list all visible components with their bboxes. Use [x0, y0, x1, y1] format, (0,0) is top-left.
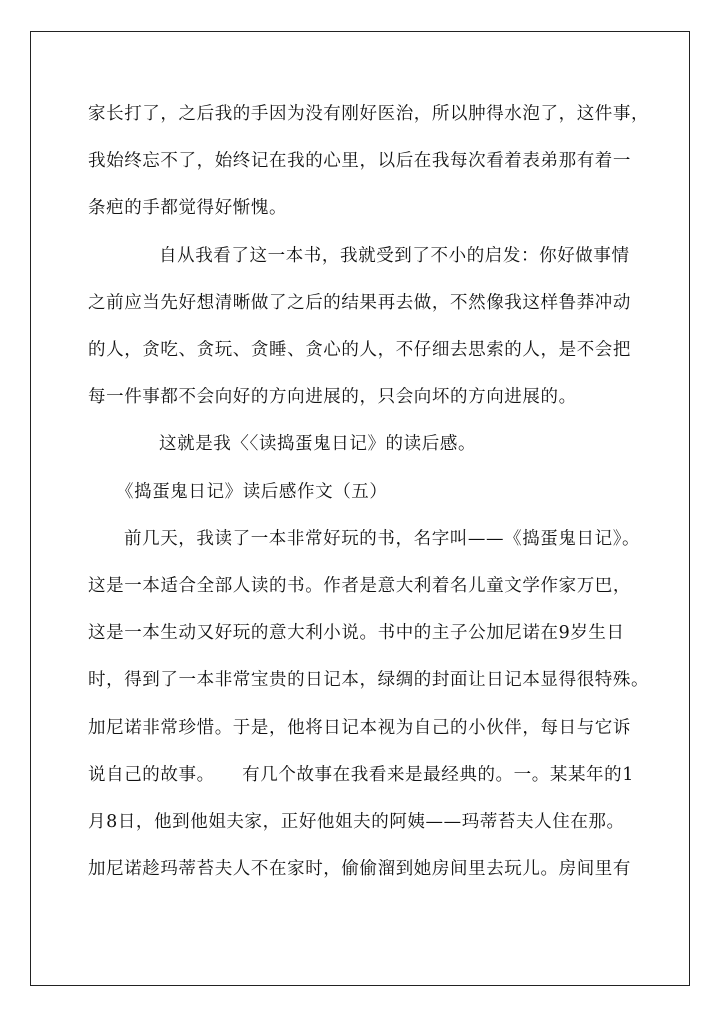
paragraph-start: 前几天，我读了一本非常好玩的书，名字叫——《捣蛋鬼日记》。	[124, 529, 641, 549]
text-line: 每一件事都不会向好的方向进展的，只会向坏的方向进展的。	[88, 387, 577, 407]
paragraph-start: 自从我看了这一本书，我就受到了不小的启发：你好做事情	[159, 246, 630, 266]
page-border	[30, 31, 690, 986]
text-line: 条疤的手都觉得好惭愧。	[88, 198, 288, 218]
text-line: 这是一本适合全部人读的书。作者是意大利着名儿童文学作家万巴，	[88, 576, 631, 596]
text-line: 月8日，他到他姐夫家，正好他姐夫的阿姨——玛蒂苔夫人住在那。	[88, 812, 625, 832]
section-heading: 《捣蛋鬼日记》读后感作文（五）	[116, 482, 388, 502]
text-line: 这是一本生动又好玩的意大利小说。书中的主子公加尼诺在9岁生日	[88, 623, 625, 643]
text-line: 的人，贪吃、贪玩、贪睡、贪心的人，不仔细去思索的人，是不会把	[88, 340, 631, 360]
text-line: 我始终忘不了，始终记在我的心里，以后在我每次看着表弟那有着一	[88, 151, 631, 171]
text-line: 家长打了，之后我的手因为没有刚好医治，所以肿得水泡了，这件事，	[88, 104, 650, 124]
text-line: 说自己的故事。 有几个故事在我看来是最经典的。一。某某年的1	[88, 765, 634, 785]
text-line: 时，得到了一本非常宝贵的日记本，绿绸的封面让日记本显得很特殊。	[88, 670, 650, 690]
text-line: 加尼诺趁玛蒂苔夫人不在家时，偷偷溜到她房间里去玩儿。房间里有	[88, 859, 631, 879]
paragraph-start: 这就是我〈〈读捣蛋鬼日记》的读后感。	[159, 434, 477, 454]
text-line: 之前应当先好想清晰做了之后的结果再去做，不然像我这样鲁莽冲动	[88, 293, 631, 313]
text-line: 加尼诺非常珍惜。于是，他将日记本视为自己的小伙伴，每日与它诉	[88, 718, 631, 738]
